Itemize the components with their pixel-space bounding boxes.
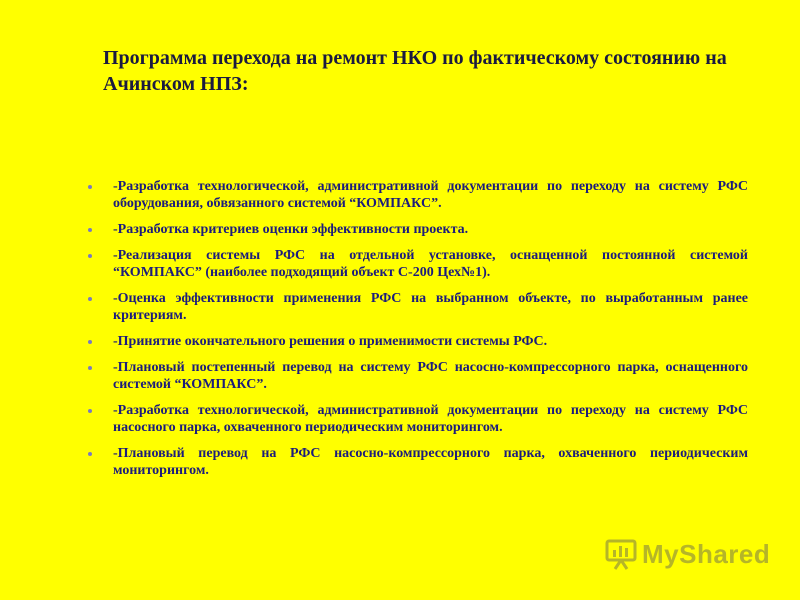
watermark-logo: [604, 536, 770, 572]
bullet-item: [88, 290, 748, 324]
slide-title: Программа перехода на ремонт НКО по фактическому состоянию на Ачинском НПЗ:: [103, 47, 727, 95]
bullet-text: -Разработка критериев оценки эффективности проекта.: [113, 222, 469, 237]
bullet-text: -Разработка технологической, административной документации по переходу на систему РФС насосного парка, охваченного периодическим мониторингом.: [113, 403, 748, 435]
bullet-text: -Разработка технологической, административной документации по переходу на систему РФС оборудования, обвязанного системой “КОМПАКС”.: [113, 179, 748, 211]
bullet-item: [88, 178, 748, 212]
bullet-text: -Оценка эффективности применения РФС на выбранном объекте, по выработанным ранее критериям.: [113, 291, 748, 323]
watermark-text: MyShared: [642, 538, 771, 569]
bullet-text: -Плановый постепенный перевод на систему РФС насосно-компрессорного парка, оснащенного системой “КОМПАКС”.: [113, 360, 748, 392]
bullet-item: [88, 402, 748, 436]
bullet-item: [88, 221, 748, 238]
bullet-item: [88, 445, 748, 479]
bullet-item: [88, 247, 748, 281]
bullet-dot-icon: [88, 409, 92, 413]
bullet-dot-icon: [88, 340, 92, 344]
bullet-text: -Принятие окончательного решения о применимости системы РФС.: [113, 334, 548, 349]
presentation-board-icon: [604, 537, 638, 571]
bullet-dot-icon: [88, 185, 92, 189]
bullet-text: -Реализация системы РФС на отдельной установке, оснащенной постоянной системой “КОМПАКС” (наиболее подходящий объект С-200 Цех№1).: [113, 248, 748, 280]
bullet-dot-icon: [88, 297, 92, 301]
bullet-dot-icon: [88, 228, 92, 232]
bullet-dot-icon: [88, 366, 92, 370]
bullet-dot-icon: [88, 254, 92, 258]
bullet-item: [88, 333, 748, 350]
bullet-item: [88, 359, 748, 393]
bullet-list: [88, 178, 748, 488]
bullet-text: -Плановый перевод на РФС насосно-компрессорного парка, охваченного периодическим мониторингом.: [113, 446, 748, 478]
bullet-dot-icon: [88, 452, 92, 456]
